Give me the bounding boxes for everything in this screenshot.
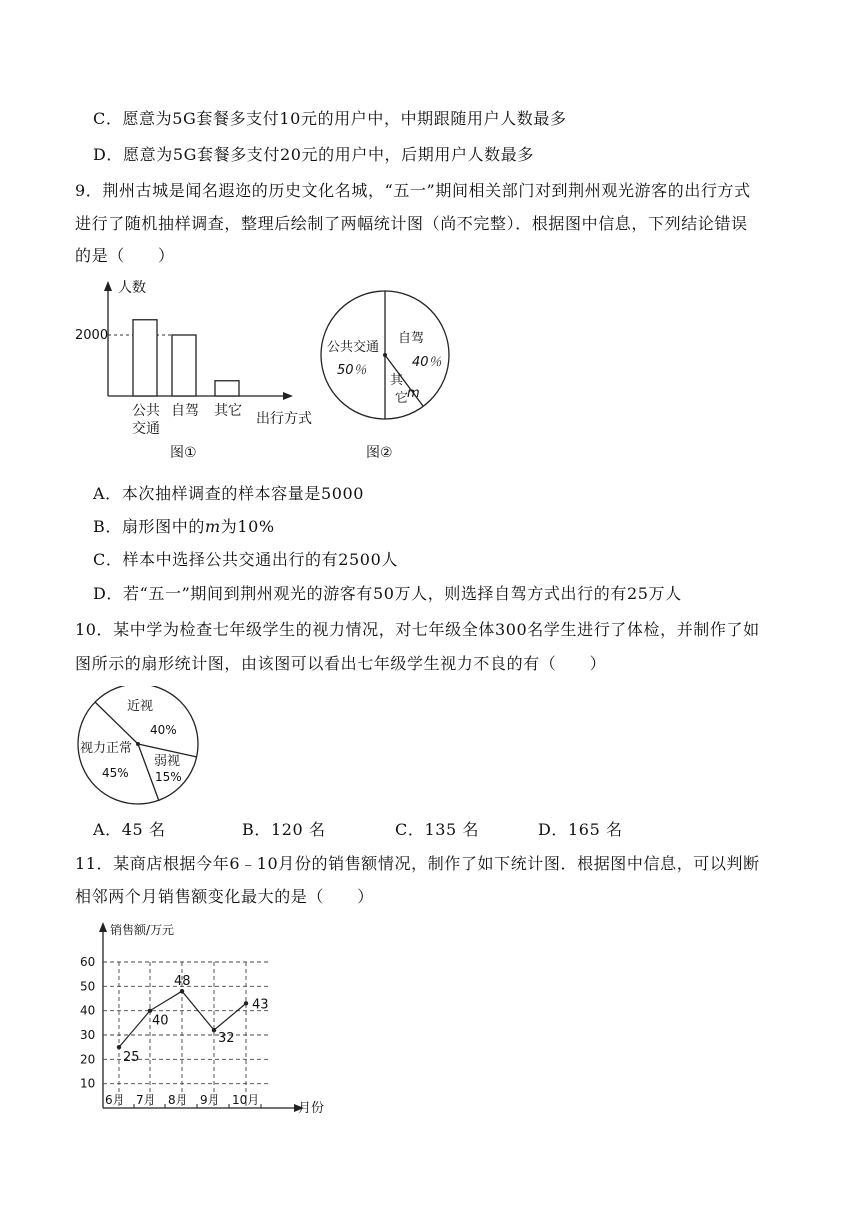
pie-chart-vision [74,686,204,806]
bar-x-arrow [283,392,293,400]
q9-option-a: A．本次抽样调查的样本容量是5000 [93,484,365,503]
bar-caption: 图① [170,445,197,461]
bar-tick-2000: 2000 [75,328,109,343]
line-xtick-1: 7月 [136,1093,156,1107]
q11-stem-line2: 相邻两个月销售额变化最大的是（ ） [75,887,374,906]
q11-stem-line1: 11．某商店根据今年6﹣10月份的销售额情况，制作了如下统计图．根据图中信息，可以判断 [75,854,760,873]
q9-stem-line1: 9．荆州古城是闻名遐迩的历史文化名城，“五一”期间相关部门对到荆州观光游客的出行方式 [75,181,751,200]
line-point-2 [180,989,184,993]
q9-stem-line3: 的是（ ） [75,246,175,265]
line-ytick-50: 50 [80,979,96,994]
bar-2 [215,381,239,396]
line-value-label-3: 32 [218,1031,235,1047]
line-xtick-4: 10月 [232,1093,260,1107]
line-x-label: 月份 [298,1101,325,1114]
line-point-3 [212,1028,216,1032]
q9-option-b-post: 为10% [220,517,275,536]
q10-stem-line1: 10．某中学为检查七年级学生的视力情况，对七年级全体300名学生进行了体检，并制作了如 [75,620,760,639]
line-point-1 [148,1008,152,1012]
pie-vision-value-near: 40% [150,723,177,737]
bar-cat-label-2: 其它 [214,403,242,419]
q9-stem-line2: 进行了随机抽样调查，整理后绘制了两幅统计图（尚不完整）．根据图中信息，下列结论错误 [75,214,748,233]
pie-vision-center [136,742,140,746]
q10-option-d: D．165 名 [538,820,623,839]
bar-y-label: 人数 [118,280,146,296]
q9-option-c: C．样本中选择公共交通出行的有2500人 [93,550,398,569]
line-xtick-0: 6月 [105,1093,125,1107]
pie-travel-label-public: 公共交通 [327,340,380,355]
q8-option-d: D．愿意为5G套餐多支付20元的用户中，后期用户人数最多 [93,145,534,164]
line-value-label-2: 48 [174,974,191,990]
pie-vision-label-weak: 弱视 [154,754,181,769]
pie-travel-label-other-b: 它 [395,391,409,406]
line-ytick-60: 60 [80,955,96,969]
line-y-label: 销售额/万元 [110,923,175,937]
q9-option-b [93,517,275,537]
line-ytick-40: 40 [80,1003,96,1018]
q8-option-c: C．愿意为5G套餐多支付10元的用户中，中期跟随用户人数最多 [93,109,567,128]
q10-stem-line2: 图所示的扇形统计图，由该图可以看出七年级学生视力不良的有（ ） [75,654,607,673]
q10-option-b: B．120 名 [242,820,326,839]
line-point-0 [117,1045,121,1049]
pie-travel-value-other: m [407,386,420,401]
line-chart-sales [76,918,346,1114]
q10-option-a: A．45 名 [93,820,166,839]
q9-option-b-var: m [204,517,221,536]
line-value-label-4: 43 [252,997,269,1013]
line-point-4 [244,1001,248,1005]
pie-vision-value-normal: 45% [102,766,129,780]
pie-vision-label-near: 近视 [127,699,154,714]
pie-chart-travel [318,284,468,464]
line-xtick-2: 8月 [168,1093,188,1107]
pie-travel-value-public: 50％ [337,363,367,378]
pie-vision-label-normal: 视力正常 [80,741,133,756]
pie-travel-label-drive: 自驾 [398,331,425,346]
bar-0 [133,320,157,396]
line-ytick-30: 30 [80,1028,96,1042]
q10-option-c: C．135 名 [395,820,480,839]
line-ytick-10: 10 [80,1076,96,1091]
pie-travel-label-other-a: 其 [390,373,404,388]
bar-chart-figure [70,278,340,468]
bar-cat-label-1: 自驾 [171,403,199,419]
line-value-label-0: 25 [123,1050,140,1066]
q9-option-d: D．若“五一”期间到荆州观光的游客有50万人，则选择自驾方式出行的有25万人 [93,584,682,603]
bar-x-label: 出行方式 [256,411,312,427]
line-value-label-1: 40 [152,1013,169,1029]
pie-travel-value-drive: 40％ [412,355,442,370]
line-y-arrow [99,922,107,932]
pie-travel-center [383,353,387,357]
bar-cat-label-0b: 交通 [132,421,160,437]
line-xtick-3: 9月 [200,1093,220,1107]
q9-option-b-pre: B．扇形图中的 [93,517,205,536]
bar-1 [172,335,196,396]
line-ytick-20: 20 [80,1052,96,1067]
bar-cat-label-0a: 公共 [132,403,160,419]
bar-y-arrow [104,281,112,291]
pie-travel-caption: 图② [366,445,393,461]
pie-vision-value-weak: 15% [155,770,182,784]
